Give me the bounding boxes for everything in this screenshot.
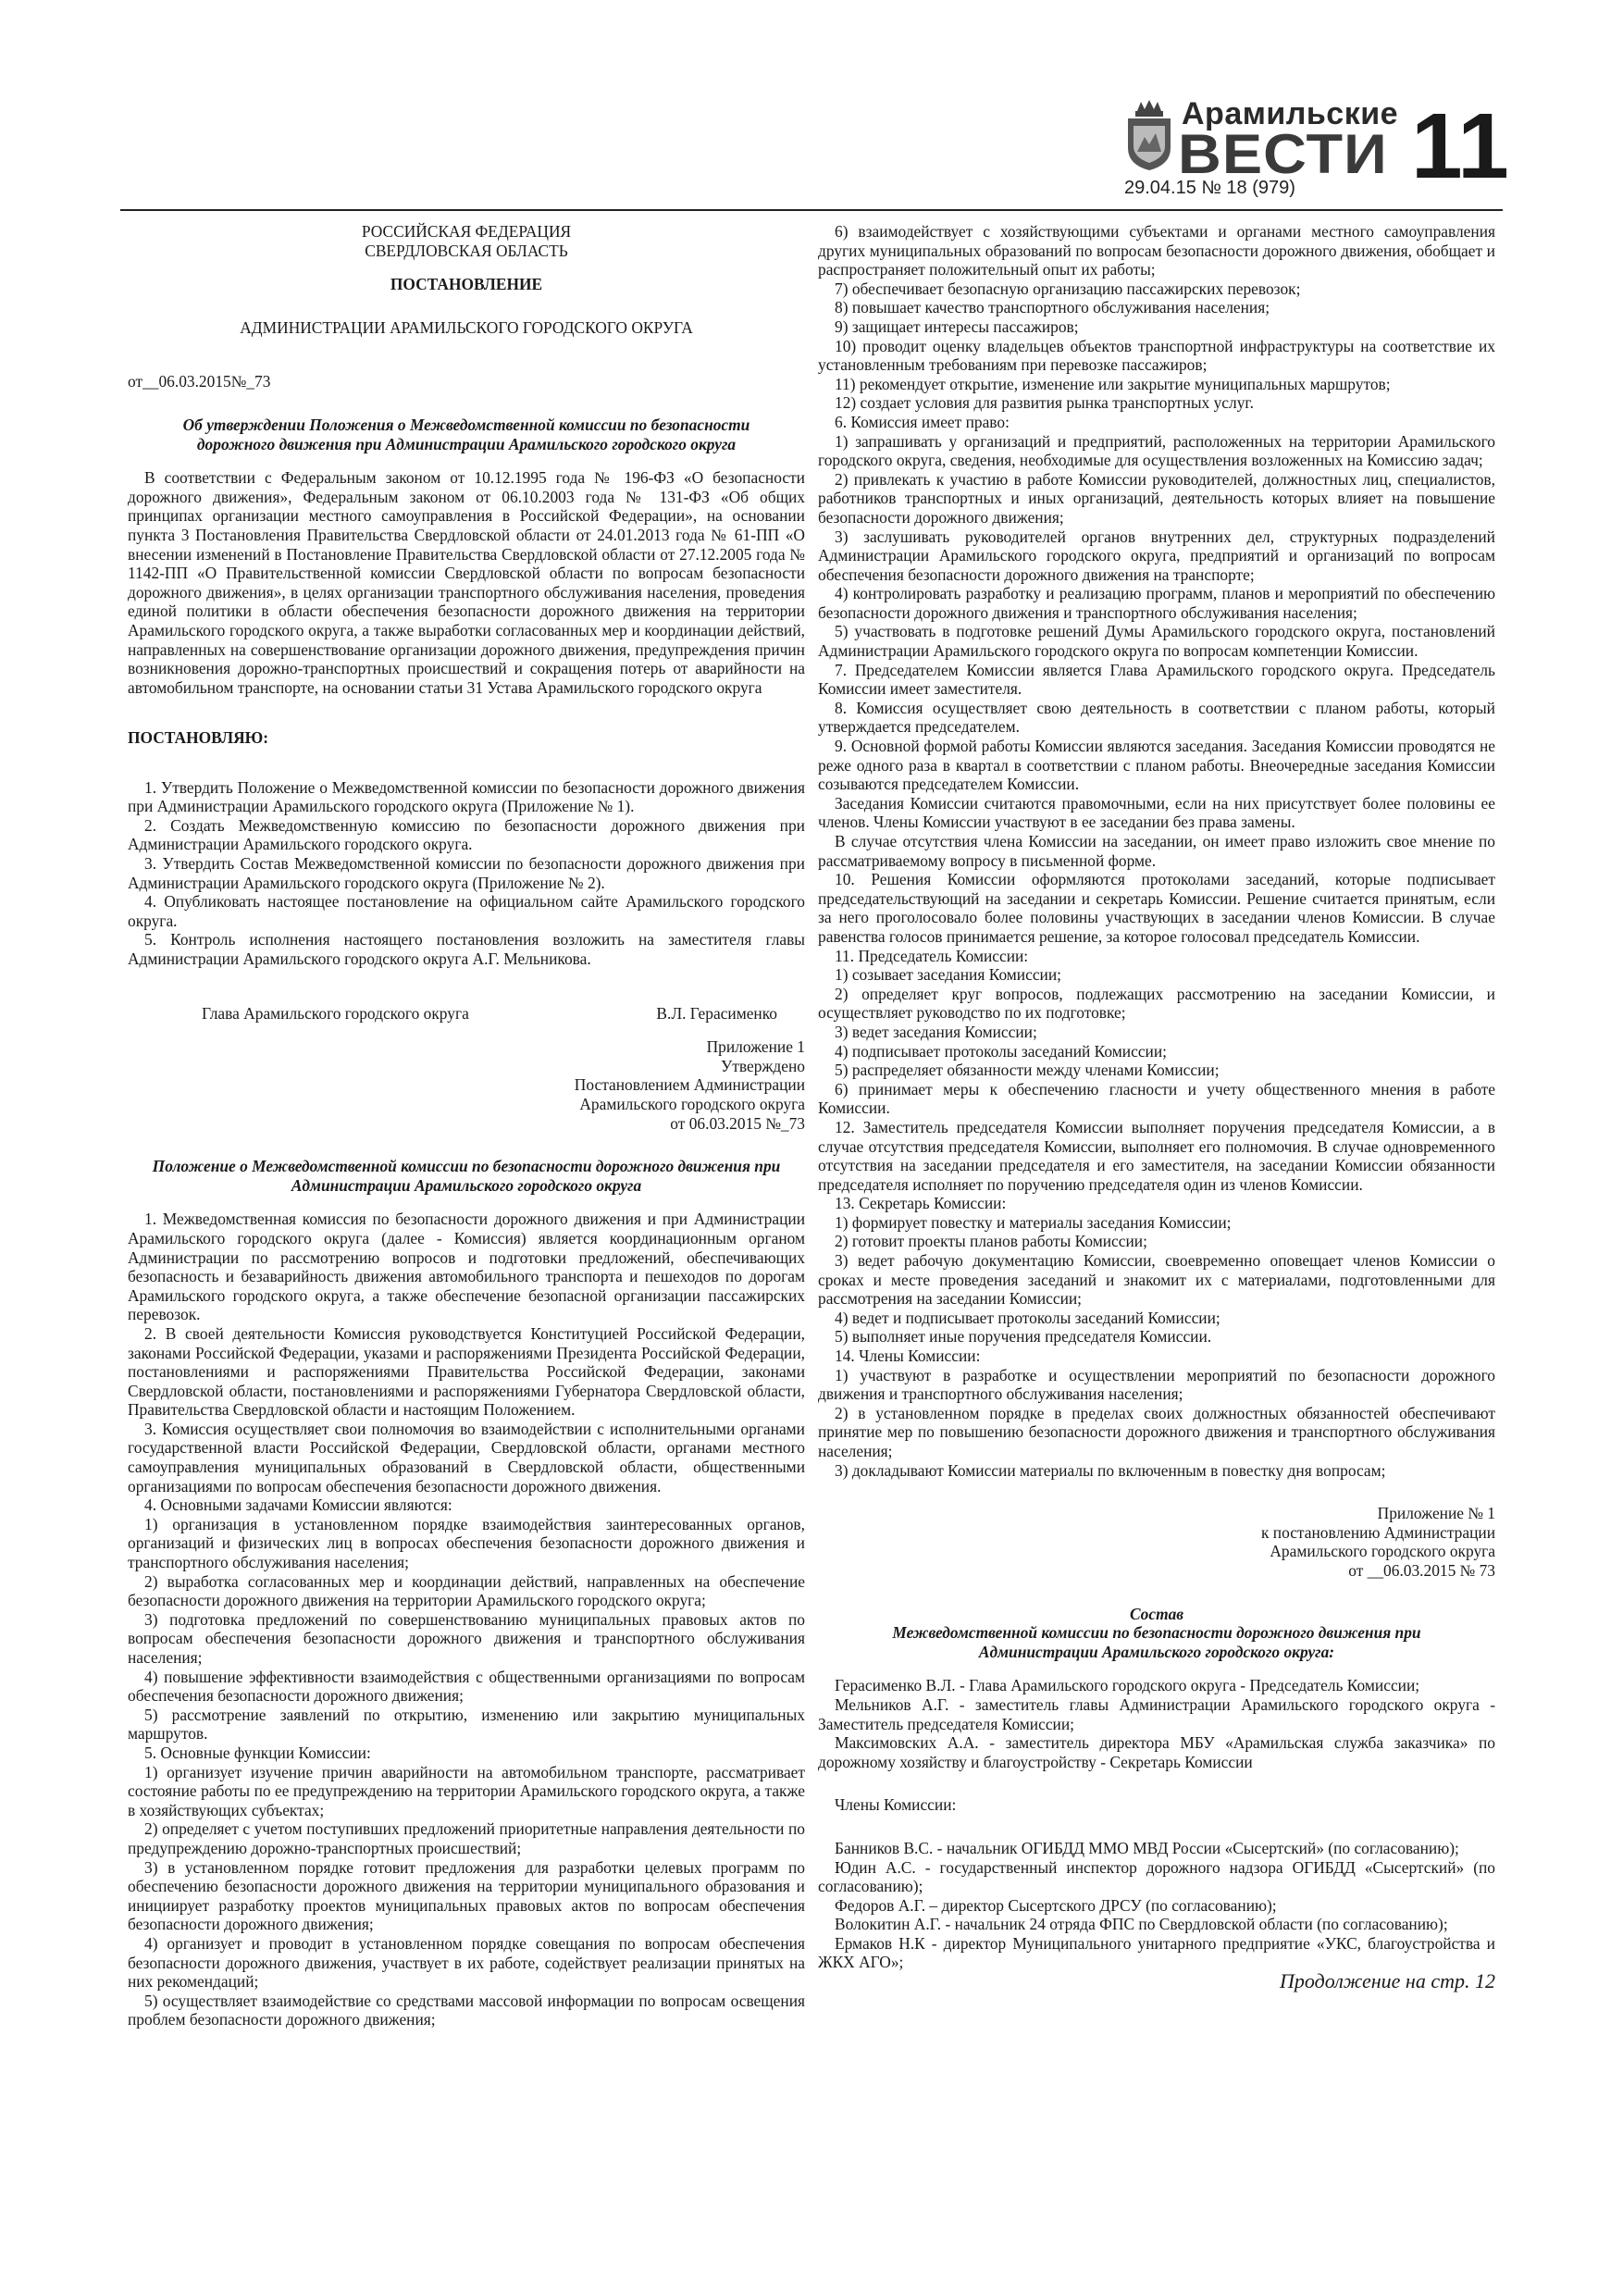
page-number: 11 [1411, 94, 1509, 198]
resolution-title: Об утверждении Положения о Межведомственной комиссии по безопасности дорожного движения при Администрации Арамильского городского округа [182, 415, 750, 453]
list-item: 5) участвовать в подготовке решений Думы Арамильского городского округа, постановлений Администрации Арамильского городского округа по вопросам компетенции Комиссии. [818, 622, 1495, 661]
list-item: 2) определяет круг вопросов, подлежащих рассмотрению на заседании Комиссии, и осуществляет руководство по их подготовке; [818, 984, 1495, 1023]
leader-entry: Мельников А.Г. - заместитель главы Администрации Арамильского городского округа - Заместитель председателя Комиссии; [818, 1694, 1495, 1733]
list-item: 6) взаимодействует с хозяйствующими субъектами и органами местного самоуправления других муниципальных образований по вопросам безопасности дорожного движения, обобщает и распространяет положительный опыт их работы; [818, 222, 1495, 279]
list-item: 12. Заместитель председателя Комиссии выполняет поручения председателя Комиссии, а в случае отсутствия председателя Комиссии, выполняет его полномочия. В случае одновременного отсутствия на заседании председателя и его заместителя, на заседании Комиссии обязанности председателя исполняет по поручению председателя один из членов Комиссии. [818, 1117, 1495, 1194]
regulation-title: Положение о Межведомственной комиссии по безопасности дорожного движения при Администрации Арамильского городского округа [152, 1157, 781, 1195]
list-item: 1) созывает заседания Комиссии; [835, 965, 1061, 985]
appendix-line: от __06.03.2015 № 73 [1348, 1560, 1495, 1580]
decree-item: 5. Контроль исполнения настоящего постановления возложить на заместителя главы Администрации Арамильского городского округа А.Г. Мельникова. [128, 930, 805, 968]
header-rule [120, 209, 1503, 211]
composition-subtitle: Межведомственной комиссии по безопасности дорожного движения при Администрации Арамильского городского округа: [892, 1623, 1421, 1661]
members-label: Члены Комиссии: [835, 1795, 957, 1815]
list-item: 2) в установленном порядке в пределах своих должностных обязанностей обеспечивают принятие мер по повышению безопасности дорожного движения и транспортного обслуживания населения; [818, 1403, 1495, 1460]
regulation-item: 1) организует изучение причин аварийности на автомобильном транспорте, рассматривает состояние работы по ее предупреждению на территории Арамильского городского округа, а также в хозяйствующих субъектах; [128, 1762, 805, 1819]
decree-item: 3. Утвердить Состав Межведомственной комиссии по безопасности дорожного движения при Администрации Арамильского городского округа (Приложение № 2). [128, 854, 805, 892]
decree-list [128, 778, 805, 969]
regulation-item: 4. Основными задачами Комиссии являются: [144, 1496, 452, 1515]
list-item: 6) принимает меры к обеспечению гласности и учету общественного мнения в работе Комиссии. [818, 1079, 1495, 1118]
country-heading: РОССИЙСКАЯ ФЕДЕРАЦИЯ [361, 222, 572, 241]
list-item: 9. Основной формой работы Комиссии являются заседания. Заседания Комиссии проводятся не реже одного раза в квартал в соответствии с планом работы. Внеочередные заседания Комиссии созываются председателем Комиссии. [818, 737, 1495, 794]
list-item: 11. Председатель Комиссии: [835, 946, 1029, 965]
decree-item: 2. Создать Межведомственную комиссию по безопасности дорожного движения при Администрации Арамильского городского округа. [128, 815, 805, 854]
regulation-item: 2) определяет с учетом поступивших предложений приоритетные направления деятельности по предупреждению дорожно-транспортных происшествий; [128, 1819, 805, 1857]
regulation-item: 5) рассмотрение заявлений по открытию, изменению или закрытию муниципальных маршрутов. [128, 1705, 805, 1744]
issue-info: 29.04.15 № 18 (979) [1124, 178, 1295, 198]
leaders-list [818, 1676, 1495, 1771]
functions-list [818, 222, 1495, 1480]
list-item: 1) участвуют в разработке и осуществлении мероприятий по безопасности дорожного движения и транспортного обслуживания населения; [818, 1365, 1495, 1404]
region-heading: СВЕРДЛОВСКАЯ ОБЛАСТЬ [365, 241, 568, 260]
signatory-role: Глава Арамильского городского округа [202, 1003, 469, 1023]
date-number: от__06.03.2015№_73 [128, 372, 271, 391]
appendix-line: Приложение 1 [706, 1037, 805, 1057]
decree-item: 4. Опубликовать настоящее постановление на официальном сайте Арамильского городского округа. [128, 892, 805, 930]
list-item: 5) выполняет иные поручения председателя Комиссии. [835, 1327, 1212, 1347]
regulation-item: 3. Комиссия осуществляет свои полномочия во взаимодействии с исполнительными органами государственной власти Российской Федерации, Свердловской области, органами местного самоуправления муниципальных образований в Свердловской области, общественными организациями по вопросам обеспечения безопасности дорожного движения. [128, 1419, 805, 1496]
signatory-name: В.Л. Герасименко [656, 1003, 777, 1023]
list-item: 3) заслушивать руководителей органов внутренних дел, структурных подразделений Администрации Арамильского городского округа, предприятий и организаций по вопросам обеспечения безопасности дорожного движения на транспорте; [818, 527, 1495, 584]
list-item: 10. Решения Комиссии оформляются протоколами заседаний, которые подписывает председательствующий на заседании и секретарь Комиссии. Решение считается принятым, если за него проголосовало более половины участвующих в заседании членов Комиссии. В случае равенства голосов принимается решение, за которое голосовал председатель Комиссии. [818, 870, 1495, 946]
list-item: 9) защищает интересы пассажиров; [835, 316, 1079, 336]
preamble: В соответствии с Федеральным законом от 10.12.1995 года № 196-ФЗ «О безопасности дорожного движения», Федеральным законом от 06.10.2003 года № 131-ФЗ «Об общих принципах организации местного самоуправления в Российской Федерации», на основании пункта 3 Постановления Правительства Свердловской области от 24.01.2013 года № 61-ПП «О внесении изменений в Постановление Правительства Свердловской области от 27.12.2005 года № 1142-ПП «О Правительственной комиссии Свердловской области по вопросам безопасности дорожного движения», в целях организации транспортного обслуживания населения, проведения единой политики в области обеспечения безопасности дорожного движения на территории Арамильского городского округа, а также выработки согласованных мер и координации действий, направленных на совершенствование организации дорожного движения, предупреждения причин возникновения дорожно-транспортных происшествий и сокращения потерь от аварийности на автомобильном транспорте, на основании статьи 31 Устава Арамильского городского округа [128, 468, 805, 697]
regulation-list [128, 1210, 805, 2029]
regulation-item: 1. Межведомственная комиссия по безопасности дорожного движения и при Администрации Арамильского городского округа (далее - Комиссия) является координационным органом Администрации по рассмотрению вопросов и подготовки предложений, обеспечивающих безопасность и безаварийность движения автомобильного транспорта и пешеходов по дорогам Арамильского городского округа, а также обеспечение безопасной организации пассажирских перевозок. [128, 1210, 805, 1324]
signature-line [128, 1004, 805, 1024]
list-item: В случае отсутствия члена Комиссии на заседании, он имеет право изложить свое мнение по рассматриваемому вопросу в письменной форме. [818, 832, 1495, 870]
appendix-line: Постановлением Администрации [574, 1075, 805, 1095]
regulation-item: 4) повышение эффективности взаимодействия с общественными организациями по вопросам обеспечения безопасности дорожного движения; [128, 1667, 805, 1706]
list-item: 1) запрашивать у организаций и предприятий, расположенных на территории Арамильского городского округа, сведения, необходимые для осуществления возложенных на Комиссию задач; [818, 431, 1495, 470]
decree-item: 1. Утвердить Положение о Межведомственной комиссии по безопасности дорожного движения при Администрации Арамильского городского округа (Приложение № 1). [128, 777, 805, 816]
member-entry: Волокитин А.Г. - начальник 24 отряда ФПС по Свердловской области (по согласованию); [835, 1915, 1448, 1934]
masthead [1124, 89, 1420, 198]
list-item: 11) рекомендует открытие, изменение или закрытие муниципальных маршрутов; [835, 374, 1391, 393]
regulation-item: 3) в установленном порядке готовит предложения для разработки целевых программ по обеспечению безопасности дорожного движения на территории муниципального образования и инициирует разработку проектов муниципальных правовых актов по вопросам обеспечения безопасности дорожного движения; [128, 1857, 805, 1934]
appendix-line: от 06.03.2015 №_73 [670, 1113, 805, 1133]
list-item: 13. Секретарь Комиссии: [835, 1194, 1007, 1213]
appendix-line: Утверждено [720, 1056, 805, 1075]
decree-heading: ПОСТАНОВЛЯЮ: [128, 727, 268, 747]
member-entry: Федоров А.Г. – директор Сысертского ДРСУ (по согласованию); [835, 1895, 1277, 1915]
member-entry: Юдин А.С. - государственный инспектор дорожного надзора ОГИБДД «Сысертский» (по согласованию); [818, 1857, 1495, 1896]
list-item: 6. Комиссия имеет право: [835, 412, 1010, 431]
list-item: 1) формирует повестку и материалы заседания Комиссии; [835, 1212, 1232, 1232]
coat-of-arms-icon [1124, 98, 1174, 170]
regulation-item: 2) выработка согласованных мер и координации действий, направленных на обеспечение безопасности дорожного движения на территории Арамильского городского округа; [128, 1571, 805, 1610]
right-column [818, 222, 1495, 1992]
composition-title: Состав [1129, 1604, 1184, 1623]
list-item: 10) проводит оценку владельцев объектов транспортной инфраструктуры на соответствие их установленным требованиям при перевозке пассажиров; [818, 336, 1495, 375]
list-item: Заседания Комиссии считаются правомочными, если на них присутствует более половины ее членов. Члены Комиссии участвуют в ее заседании без права замены. [818, 793, 1495, 832]
list-item: 12) создает условия для развития рынка транспортных услуг. [835, 393, 1254, 413]
member-entry: Банников В.С. - начальник ОГИБДД ММО МВД России «Сысертский» (по согласованию); [835, 1838, 1459, 1857]
list-item: 3) ведет рабочую документацию Комиссии, своевременно оповещает членов Комиссии о сроках и месте проведения заседаний и знакомит их с материалами, подготовленными для рассмотрения на заседании Комиссии; [818, 1251, 1495, 1309]
list-item: 4) контролировать разработку и реализацию программ, планов и мероприятий по обеспечению безопасности дорожного движения и транспортного обслуживания населения; [818, 584, 1495, 622]
list-item: 8) повышает качество транспортного обслуживания населения; [835, 298, 1270, 317]
list-item: 7. Председателем Комиссии является Глава Арамильского городского округа. Председатель Комиссии имеет заместителя. [818, 660, 1495, 699]
leader-entry: Максимовских А.А. - заместитель директора МБУ «Арамильская служба заказчика» по дорожному хозяйству и благоустройству - Секретарь Комиссии [818, 1733, 1495, 1771]
list-item: 7) обеспечивает безопасную организацию пассажирских перевозок; [835, 279, 1301, 298]
regulation-item: 1) организация в установленном порядке взаимодействия заинтересованных органов, организаций и физических лиц в вопросах обеспечения безопасности дорожного движения и транспортного обслуживания населения; [128, 1514, 805, 1572]
list-item: 8. Комиссия осуществляет свою деятельность в соответствии с планом работы, который утверждается председателем. [818, 698, 1495, 737]
regulation-item: 5. Основные функции Комиссии: [144, 1743, 371, 1762]
newspaper-name-main: ВЕСТИ [1178, 123, 1388, 185]
list-item: 4) ведет и подписывает протоколы заседаний Комиссии; [835, 1308, 1220, 1327]
administration-heading: АДМИНИСТРАЦИИ АРАМИЛЬСКОГО ГОРОДСКОГО ОКРУГА [240, 317, 693, 337]
appendix-line: Арамильского городского округа [1270, 1542, 1495, 1561]
appendix-line: Приложение № 1 [1377, 1504, 1495, 1523]
appendix-note-2 [818, 1504, 1495, 1580]
list-item: 2) привлекать к участию в работе Комиссии руководителей, должностных лиц, специалистов, работников транспортных и иных организаций, деятельность которых влияет на повышение безопасности дорожного движения; [818, 469, 1495, 527]
list-item: 3) ведет заседания Комиссии; [835, 1022, 1037, 1041]
list-item: 5) распределяет обязанности между членами Комиссии; [835, 1061, 1220, 1080]
regulation-item: 4) организует и проводит в установленном порядке совещания по вопросам обеспечения безопасности дорожного движения, участвует в их работе, содействует реализации принятых на них рекомендаций; [128, 1933, 805, 1992]
regulation-item: 3) подготовка предложений по совершенствованию муниципальных правовых актов по вопросам обеспечения безопасности дорожного движения и транспортного обслуживания населения; [128, 1609, 805, 1667]
list-item: 2) готовит проекты планов работы Комиссии; [835, 1232, 1147, 1251]
continued-note: Продолжение на стр. 12 [1280, 1969, 1495, 1993]
member-entry: Ермаков Н.К - директор Муниципального унитарного предприятие «УКС, благоустройства и ЖКХ АГО»; [818, 1933, 1495, 1972]
regulation-item: 2. В своей деятельности Комиссия руководствуется Конституцией Российской Федерации, законами Российской Федерации, указами и распоряжениями Президента Российской Федерации, постановлениями и распоряжениями Правительства Российской Федерации, законами Свердловской области, постановлениями и распоряжениями Губернатора Свердловской области, Правительства Свердловской области и настоящим Положением. [128, 1323, 805, 1420]
list-item: 4) подписывает протоколы заседаний Комиссии; [835, 1041, 1167, 1061]
newspaper-name-top: Арамильские [1182, 96, 1399, 131]
left-column [128, 222, 805, 2029]
regulation-item: 5) осуществляет взаимодействие со средствами массовой информации по вопросам освещения проблем безопасности дорожного движения; [128, 1991, 805, 2029]
leader-entry: Герасименко В.Л. - Глава Арамильского городского округа - Председатель Комиссии; [835, 1676, 1420, 1695]
list-item: 14. Члены Комиссии: [835, 1347, 981, 1366]
document-type: ПОСТАНОВЛЕНИЕ [390, 275, 543, 294]
members-list [818, 1839, 1495, 1972]
appendix-note [128, 1037, 805, 1133]
appendix-line: к постановлению Администрации [1260, 1522, 1495, 1542]
list-item: 3) докладывают Комиссии материалы по включенным в повестку дня вопросам; [835, 1460, 1386, 1480]
appendix-line: Арамильского городского округа [579, 1094, 805, 1113]
